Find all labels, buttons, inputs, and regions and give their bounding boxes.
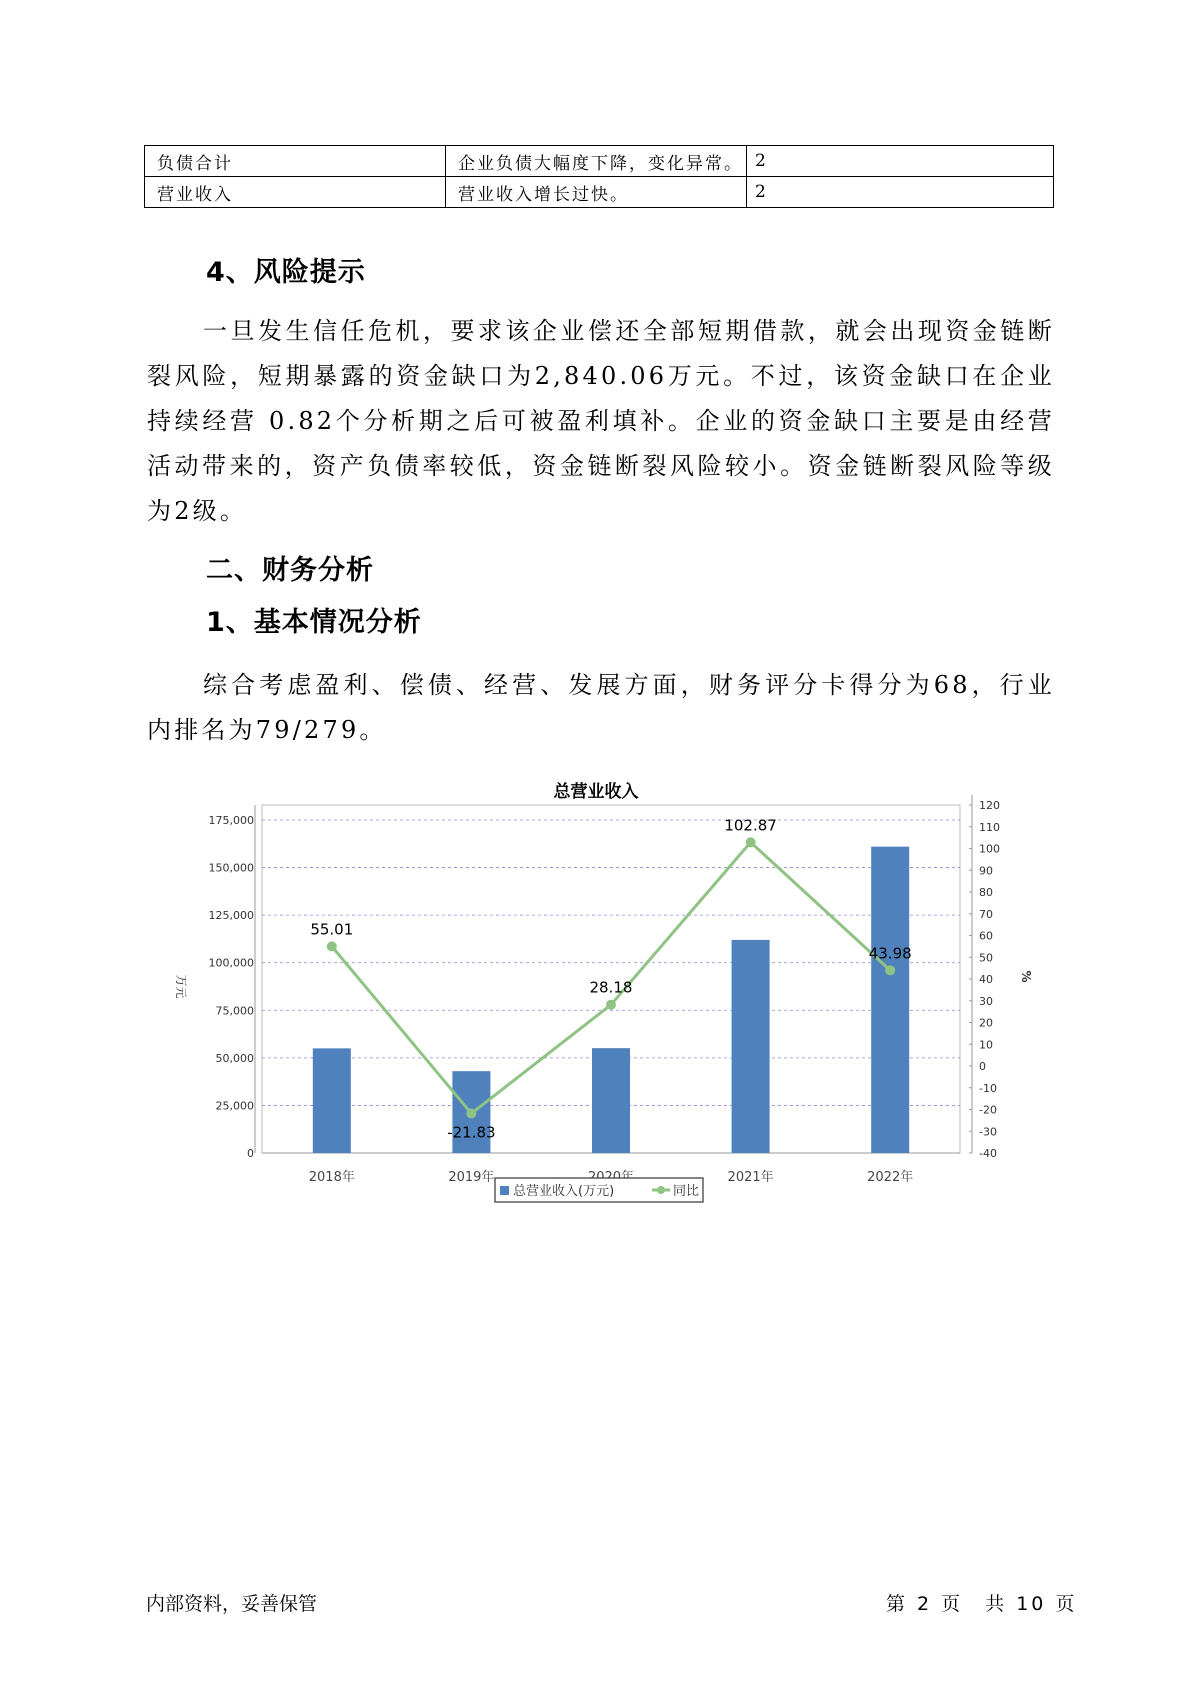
yoy-data-label: 102.87 [724, 816, 777, 835]
indicator-cell: 营业收入 [145, 177, 446, 208]
legend-bar-label: 总营业收入(万元) [513, 1184, 615, 1199]
legend-bar-swatch [500, 1186, 509, 1195]
revenue-chart [165, 775, 1033, 1235]
y2-tick-label: 0 [979, 1060, 986, 1073]
y-axis-label: 万元 [174, 974, 188, 999]
yoy-point [746, 837, 756, 847]
y2-tick-label: 30 [979, 994, 993, 1008]
basic-analysis-paragraph: 综合考虑盈利、偿债、经营、发展方面，财务评分卡得分为68，行业内排名为79/279。 [147, 671, 1055, 744]
revenue-bar [313, 1048, 351, 1153]
revenue-bar [592, 1048, 630, 1153]
x-tick-label: 2022年 [867, 1170, 914, 1185]
y2-tick-label: 110 [979, 820, 1000, 834]
finance-heading: 二、财务分析 [206, 555, 374, 586]
y-tick-label: 150,000 [208, 861, 254, 875]
y2-tick-label: -20 [979, 1103, 997, 1117]
basic-analysis-heading: 1、基本情况分析 [206, 607, 422, 638]
y2-tick-label: 60 [979, 929, 993, 943]
y2-tick-label: 120 [979, 799, 1000, 812]
yoy-data-label: 28.18 [589, 978, 633, 997]
revenue-bar [732, 940, 770, 1153]
y2-tick-label: 40 [979, 973, 993, 986]
yoy-data-label: -21.83 [447, 1123, 496, 1142]
y2-tick-label: -10 [979, 1081, 997, 1095]
yoy-point [466, 1108, 476, 1118]
level-cell: 2 [747, 177, 1054, 208]
x-tick-label: 2021年 [727, 1170, 774, 1185]
y2-tick-label: 50 [979, 951, 993, 965]
risk-paragraph: 一旦发生信任危机，要求该企业偿还全部短期借款，就会出现资金链断裂风险，短期暴露的资金缺口为2,840.06万元。不过，该资金缺口在企业持续经营 0.82个分析期之后可被盈利填补。企业的资金缺口主要是由经营活动带来的，资产负债率较低，资金链断裂风险较小。资金链断裂风险等级为2级。 [147, 317, 1055, 525]
yoy-point [327, 941, 337, 951]
legend-line-marker [657, 1186, 665, 1194]
y2-axis-label: % [1019, 970, 1033, 983]
legend-line-label: 同比 [673, 1184, 700, 1199]
y-tick-label: 125,000 [208, 909, 254, 923]
y2-tick-label: -40 [979, 1147, 997, 1160]
footer-confidential: 内部资料，妥善保管 [146, 1593, 318, 1615]
description-cell: 企业负债大幅度下降，变化异常。 [446, 146, 747, 177]
revenue-bar [871, 847, 909, 1153]
y2-tick-label: 80 [979, 886, 993, 899]
yoy-point [606, 1000, 616, 1010]
y-tick-label: 75,000 [215, 1004, 254, 1018]
yoy-data-label: 55.01 [310, 920, 354, 939]
description-cell: 营业收入增长过快。 [446, 177, 747, 208]
y-tick-label: 50,000 [215, 1051, 254, 1065]
indicator-cell: 负债合计 [145, 146, 446, 177]
risk-table [144, 145, 1054, 208]
y-tick-label: 175,000 [208, 814, 254, 827]
chart-title: 总营业收入 [553, 782, 639, 802]
footer-page-number: 第 2 页 共 10 页 [886, 1593, 1078, 1615]
y2-tick-label: 10 [979, 1038, 993, 1052]
y-tick-label: 25,000 [215, 1099, 254, 1113]
y2-tick-label: -30 [979, 1125, 997, 1139]
y-tick-label: 0 [247, 1147, 254, 1160]
y2-tick-label: 90 [979, 864, 993, 878]
y-tick-label: 100,000 [208, 956, 254, 970]
table-row [145, 146, 1054, 177]
yoy-point [885, 965, 895, 975]
y2-tick-label: 100 [979, 842, 1000, 856]
risk-heading: 4、风险提示 [206, 257, 366, 288]
level-cell: 2 [747, 146, 1054, 177]
yoy-data-label: 43.98 [868, 944, 912, 963]
y2-tick-label: 70 [979, 907, 993, 921]
y2-tick-label: 20 [979, 1016, 993, 1030]
x-tick-label: 2018年 [308, 1170, 355, 1185]
table-row [145, 177, 1054, 208]
x-tick-label: 2019年 [448, 1170, 495, 1185]
